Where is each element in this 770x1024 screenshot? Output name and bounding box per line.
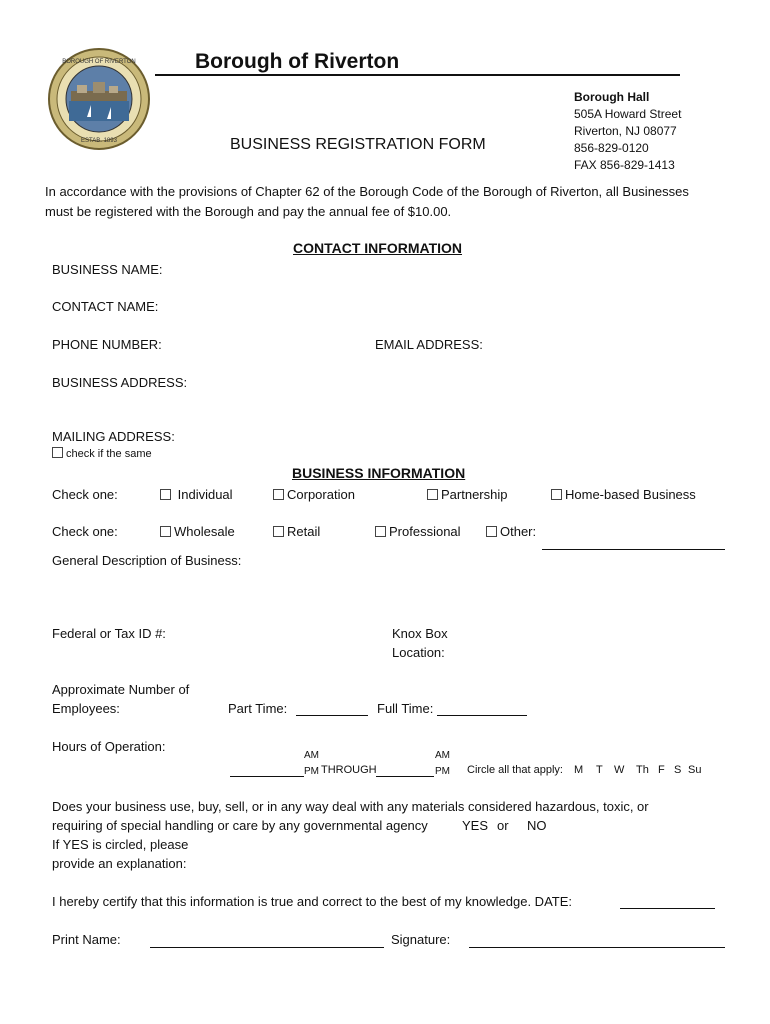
checkbox-icon (427, 489, 438, 500)
full-time-label: Full Time: (377, 701, 434, 716)
option-partnership-label: Partnership (441, 487, 508, 502)
checkbox-icon (375, 526, 386, 537)
phone-number: 856-829-0120 (574, 141, 649, 155)
employees-label-1: Approximate Number of (52, 682, 190, 697)
intro-line-2: must be registered with the Borough and pay the annual fee of $10.00. (45, 204, 452, 219)
checkbox-icon (160, 489, 171, 500)
hazard-explain-line-2: provide an explanation: (52, 856, 187, 871)
option-professional[interactable] (375, 524, 461, 539)
through-label: THROUGH (321, 764, 377, 776)
option-home-based-label: Home-based Business (565, 487, 696, 502)
print-name-label: Print Name: (52, 932, 121, 947)
option-other-label: Other: (500, 524, 537, 539)
option-individual[interactable] (160, 487, 233, 502)
start-time-field[interactable] (230, 776, 304, 777)
other-specify-line[interactable] (542, 549, 725, 550)
end-am-label: AM (435, 750, 450, 761)
day-t[interactable]: T (596, 764, 603, 776)
hazard-yes-option[interactable]: YES (462, 818, 489, 833)
option-professional-label: Professional (389, 524, 461, 539)
same-address-label: check if the same (66, 448, 152, 460)
business-name-label: BUSINESS NAME: (52, 262, 163, 277)
intro-line-1: In accordance with the provisions of Chapter 62 of the Borough Code of the Borough of Riverton, all Businesses (45, 184, 689, 199)
day-th[interactable]: Th (636, 764, 649, 776)
end-pm-label: PM (435, 766, 450, 777)
knox-box-label: Knox Box (392, 626, 448, 641)
hazard-question-line-1: Does your business use, buy, sell, or in any way deal with any materials considered hazardous, toxic, or (52, 799, 649, 814)
contact-name-label: CONTACT NAME: (52, 299, 159, 314)
option-other[interactable] (486, 524, 536, 539)
same-address-checkbox[interactable] (52, 447, 152, 460)
print-name-field[interactable] (150, 947, 384, 948)
start-pm-label: PM (304, 766, 319, 777)
part-time-label: Part Time: (228, 701, 288, 716)
certify-statement: I hereby certify that this information is true and correct to the best of my knowledge. DATE: (52, 894, 572, 909)
hazard-explain-line-1: If YES is circled, please (52, 837, 189, 852)
circle-days-label: Circle all that apply: (467, 764, 563, 776)
option-retail[interactable] (273, 524, 320, 539)
option-corporation[interactable] (273, 487, 355, 502)
form-title: BUSINESS REGISTRATION FORM (230, 136, 486, 153)
borough-hall-label: Borough Hall (574, 90, 650, 104)
day-s[interactable]: S (674, 764, 682, 776)
hazard-or-label: or (497, 818, 509, 833)
fax-number: FAX 856-829-1413 (574, 158, 675, 172)
phone-number-label: PHONE NUMBER: (52, 337, 162, 352)
business-address-label: BUSINESS ADDRESS: (52, 375, 188, 390)
hazard-question-line-2: requiring of special handling or care by any governmental agency (52, 818, 428, 833)
day-w[interactable]: W (614, 764, 625, 776)
tax-id-label: Federal or Tax ID #: (52, 626, 166, 641)
option-partnership[interactable] (427, 487, 507, 502)
checkbox-icon (52, 447, 63, 458)
city-address: Riverton, NJ 08077 (574, 124, 677, 138)
day-f[interactable]: F (658, 764, 665, 776)
borough-title: Borough of Riverton (195, 50, 400, 73)
option-wholesale[interactable] (160, 524, 235, 539)
hours-label: Hours of Operation: (52, 739, 166, 754)
checkbox-icon (273, 526, 284, 537)
checkbox-icon (273, 489, 284, 500)
check-one-label-2: Check one: (52, 524, 118, 539)
day-m[interactable]: M (574, 764, 584, 776)
signature-label: Signature: (391, 932, 451, 947)
end-time-field[interactable] (376, 776, 434, 777)
option-home-based[interactable] (551, 487, 696, 502)
seal-top-text: BOROUGH OF RIVERTON (62, 59, 136, 65)
employees-label-2: Employees: (52, 701, 120, 716)
option-corporation-label: Corporation (287, 487, 355, 502)
street-address: 505A Howard Street (574, 107, 682, 121)
knox-location-label: Location: (392, 645, 445, 660)
option-retail-label: Retail (287, 524, 321, 539)
start-am-label: AM (304, 750, 319, 761)
signature-field[interactable] (469, 947, 725, 948)
seal-bottom-text: ESTAB. 1893 (81, 138, 117, 144)
general-description-label: General Description of Business: (52, 553, 242, 568)
borough-seal-logo (47, 47, 151, 151)
title-underline (155, 74, 680, 76)
date-field[interactable] (620, 908, 715, 909)
option-wholesale-label: Wholesale (174, 524, 235, 539)
day-su[interactable]: Su (688, 764, 702, 776)
contact-heading: CONTACT INFORMATION (293, 240, 463, 256)
mailing-address-label: MAILING ADDRESS: (52, 429, 175, 444)
part-time-field[interactable] (296, 715, 368, 716)
business-heading: BUSINESS INFORMATION (292, 465, 466, 481)
checkbox-icon (160, 526, 171, 537)
check-one-label-1: Check one: (52, 487, 118, 502)
option-individual-label: Individual (177, 487, 233, 502)
checkbox-icon (551, 489, 562, 500)
hazard-no-option[interactable]: NO (527, 818, 547, 833)
full-time-field[interactable] (437, 715, 527, 716)
email-address-label: EMAIL ADDRESS: (375, 337, 483, 352)
checkbox-icon (486, 526, 497, 537)
